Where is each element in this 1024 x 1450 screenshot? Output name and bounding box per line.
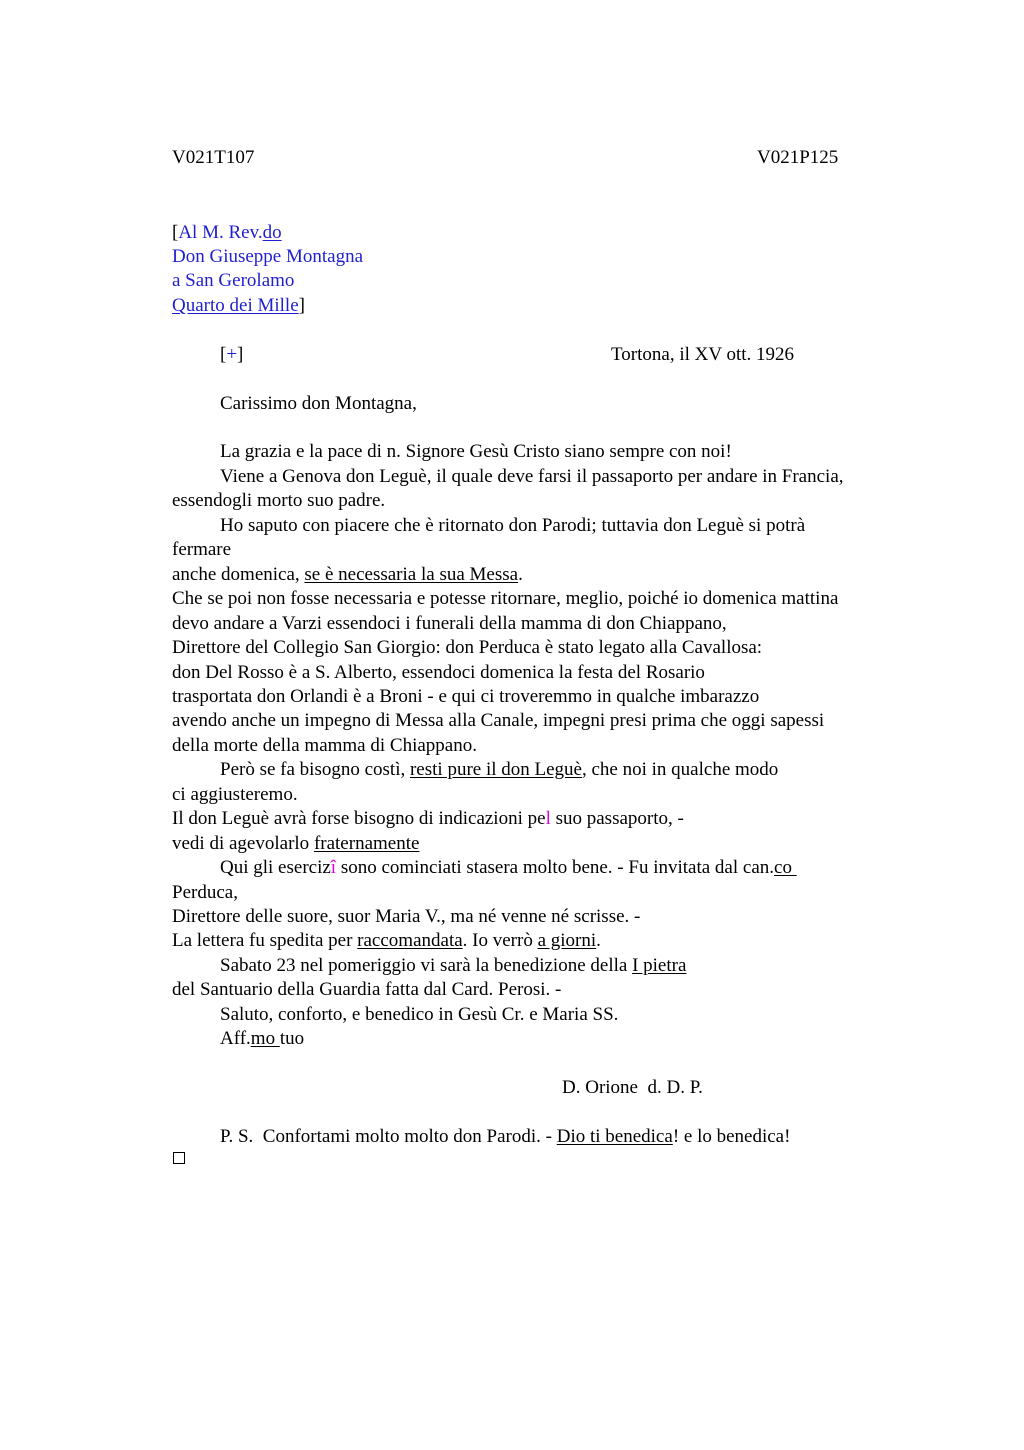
address-line-2: Don Giuseppe Montagna xyxy=(172,246,364,267)
body-line: Però se fa bisogno costì, resti pure il don Leguè, che noi in qualche modo xyxy=(220,759,779,780)
address-line-1: [Al M. Rev.do xyxy=(172,222,282,243)
body-line: Direttore del Collegio San Giorgio: don Perduca è stato legato alla Cavallosa: xyxy=(172,637,763,658)
body-line: La lettera fu spedita per raccomandata. Io verrò a giorni. xyxy=(172,930,601,951)
closing-line: Aff.mo tuo xyxy=(220,1028,305,1049)
body-line: vedi di agevolarlo fraternamente xyxy=(172,833,420,854)
body-line: della morte della mamma di Chiappano. xyxy=(172,735,477,756)
body-line: don Del Rosso è a S. Alberto, essendoci domenica la festa del Rosario xyxy=(172,662,705,683)
address-line-3: a San Gerolamo xyxy=(172,270,295,291)
signature: D. Orione d. D. P. xyxy=(562,1077,703,1098)
body-line: devo andare a Varzi essendoci i funerali della mamma di don Chiappano, xyxy=(172,613,727,634)
salutation: Carissimo don Montagna, xyxy=(220,393,417,414)
body-line: fermare xyxy=(172,539,232,560)
cross-mark: [+] xyxy=(220,344,244,365)
address-line-4: Quarto dei Mille] xyxy=(172,295,305,316)
body-line: Che se poi non fosse necessaria e potesse ritornare, meglio, poiché io domenica mattina xyxy=(172,588,839,609)
body-line: Perduca, xyxy=(172,882,238,903)
body-line: Direttore delle suore, suor Maria V., ma né venne né scrisse. - xyxy=(172,906,641,927)
place-date: Tortona, il XV ott. 1926 xyxy=(611,344,795,365)
body-line: Ho saputo con piacere che è ritornato don Parodi; tuttavia don Leguè si potrà xyxy=(220,515,806,536)
body-line: anche domenica, se è necessaria la sua Messa. xyxy=(172,564,523,585)
body-line: Qui gli esercizî sono cominciati stasera molto bene. - Fu invitata dal can.co xyxy=(220,857,797,878)
body-line: avendo anche un impegno di Messa alla Canale, impegni presi prima che oggi sapessi xyxy=(172,710,825,731)
body-line: Sabato 23 nel pomeriggio vi sarà la benedizione della I pietra xyxy=(220,955,687,976)
body-line: Il don Leguè avrà forse bisogno di indicazioni pel suo passaporto, - xyxy=(172,808,684,829)
body-line: del Santuario della Guardia fatta dal Card. Perosi. - xyxy=(172,979,562,1000)
end-square-marker xyxy=(173,1152,185,1164)
body-line: La grazia e la pace di n. Signore Gesù Cristo siano sempre con noi! xyxy=(220,441,732,462)
postscript: P. S. Confortami molto molto don Parodi. - Dio ti benedica! e lo benedica! xyxy=(220,1126,791,1147)
body-line: Viene a Genova don Leguè, il quale deve farsi il passaporto per andare in Francia, xyxy=(220,466,844,487)
body-line: essendogli morto suo padre. xyxy=(172,490,386,511)
body-line: ci aggiusteremo. xyxy=(172,784,298,805)
document-code-left: V021T107 xyxy=(172,147,255,168)
document-code-right: V021P125 xyxy=(757,147,839,168)
body-line: trasportata don Orlandi è a Broni - e qui ci troveremmo in qualche imbarazzo xyxy=(172,686,760,707)
body-line: Saluto, conforto, e benedico in Gesù Cr. e Maria SS. xyxy=(220,1004,619,1025)
